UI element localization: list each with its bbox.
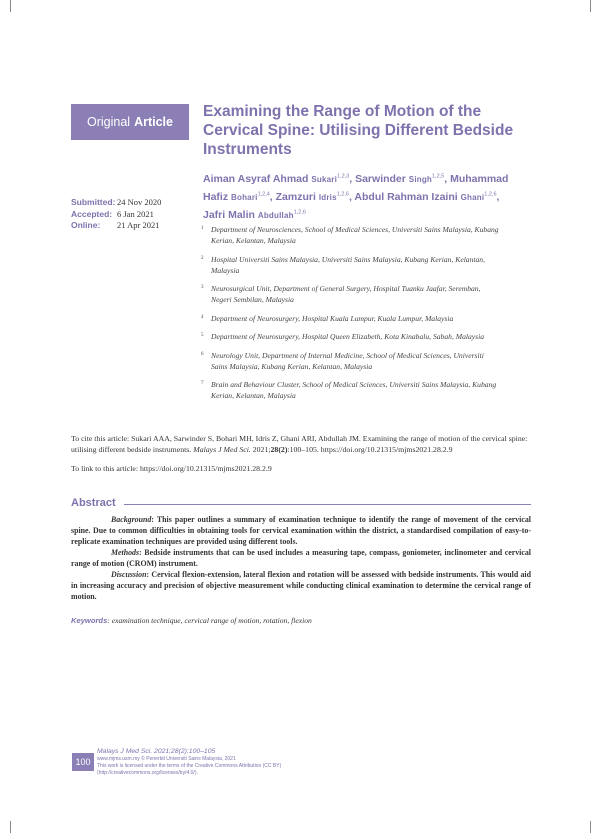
keywords-text: : examination technique, cervical range of motion, rotation, flexion — [107, 616, 312, 625]
date-accepted: Accepted: 6 Jan 2021 — [71, 208, 154, 219]
footer-line2: This work is licensed under the terms of the Creative Commons Attribution (CC BY) — [97, 763, 282, 769]
author: Abdul Rahman Izaini Ghani$^{1,2,6}$, — [354, 190, 500, 203]
affiliation-item: 4 Department of Neurosurgery, Hospital Kuala Lumpur, Kuala Lumpur, Malaysia — [201, 313, 454, 323]
crop-mark-bottom-left — [10, 821, 11, 833]
footer-line1: www.mjms.usm.my © Penerbit Universiti Sains Malaysia, 2021 — [97, 756, 236, 762]
abstract-heading: Abstract — [71, 497, 116, 509]
footer — [97, 747, 377, 777]
affiliation-item: 2 Hospital Universiti Sains Malaysia, Universiti Sains Malaysia, Kubang Kerian, Kelantan, Malaysia — [201, 254, 486, 275]
affiliation-item: 5 Department of Neurosurgery, Hospital Queen Elizabeth, Kota Kinabalu, Sabah, Malaysia — [201, 332, 485, 341]
page-number: 100 — [72, 753, 94, 771]
link-text[interactable]: To link to this article: https://doi.org/10.21315/mjms2021.28.2.9 — [71, 464, 272, 474]
date-submitted: Submitted: 24 Nov 2020 — [71, 197, 162, 207]
affiliation-item: 6 Neurology Unit, Department of Internal Medicine, School of Medical Sciences, Universiti Sains Malaysia, Kubang Kerian, Kelantan, Malaysia — [201, 350, 484, 371]
keywords-label: Keywords — [71, 616, 108, 625]
author: Zamzuri Idris$^{1,2,6}$, — [275, 190, 355, 203]
affiliation-list — [201, 224, 501, 409]
article-type-bold: Article — [134, 115, 173, 129]
abstract-methods: Methods: Bedside instruments that can be used includes a measuring tape, compass, goniometer, inclinometer and cervical range of motion (CROM) instrument. — [71, 548, 531, 568]
crop-mark-top-right — [590, 0, 591, 12]
crop-mark-top-left — [10, 0, 11, 12]
article-type-badge — [71, 104, 189, 140]
cite-text: To cite this article: Sukari AAA, Sarwinder S, Bohari MH, Idris Z, Ghani ARI, Abdullah JM. Examining the range of motion of the cervical spine: utilising different bedside instruments. Malays J Med Sci. 2021;28(2):100–105. https://doi.org/10.21315/mjms2021.28.2.9 — [71, 434, 528, 455]
abstract-background: Background: This paper outlines a summary of examination technique to identify the range of movement of the cervical spine. Due to common difficulties in obtaining tools for cervical examination within the district, a standardised compilation of easy-to-replicate examination techniques are provided using different tools. — [71, 515, 531, 546]
article-type-light: Original — [87, 115, 131, 129]
footer-line3[interactable]: (http://creativecommons.org/licenses/by/4.0/). — [97, 770, 198, 776]
keywords-line — [71, 616, 531, 625]
affiliation-item: 1 Department of Neurosciences, School of Medical Sciences, Universiti Sains Malaysia, Kubang Kerian, Kelantan, Malaysia — [201, 225, 499, 245]
abstract-discussion: Discussion: Cervical flexion-extension, lateral flexion and rotation will be assessed with bedside instruments. This would aid in increasing accuracy and precision of objective measurement while conducting clinical examination to determine the cervical range of motion. — [71, 570, 531, 601]
author: Jafri Malin Abdullah$^{1,2,6}$ — [203, 208, 306, 221]
author: Aiman Asyraf Ahmad Sukari$^{1,2,3}$, — [203, 172, 356, 185]
abstract-divider — [124, 504, 531, 505]
affiliation-item: 7 Brain and Behaviour Cluster, School of Medical Sciences, Universiti Sains Malaysia, Kubang Kerian, Kelantan, Malaysia — [201, 380, 497, 400]
author: Sarwinder Singh$^{1,2,5}$, — [355, 172, 451, 185]
footer-journal: Malays J Med Sci. 2021;28(2):100–105 — [97, 748, 216, 755]
abstract-body — [71, 514, 531, 602]
author: Muhammad Hafiz Bohari$^{1,2,4}$, — [203, 172, 509, 203]
author-list — [203, 169, 513, 223]
citation-block — [71, 433, 531, 483]
affiliation-item: 3 Neurosurgical Unit, Department of General Surgery, Hospital Tuanku Jaafar, Seremban, Negeri Sembilan, Malaysia — [201, 284, 481, 304]
crop-mark-bottom-right — [590, 821, 591, 833]
article-title: Examining the Range of Motion of the Cervical Spine: Utilising Different Bedside Instruments — [203, 103, 514, 158]
date-online: Online: 21 Apr 2021 — [71, 220, 160, 230]
publication-dates — [71, 197, 161, 232]
